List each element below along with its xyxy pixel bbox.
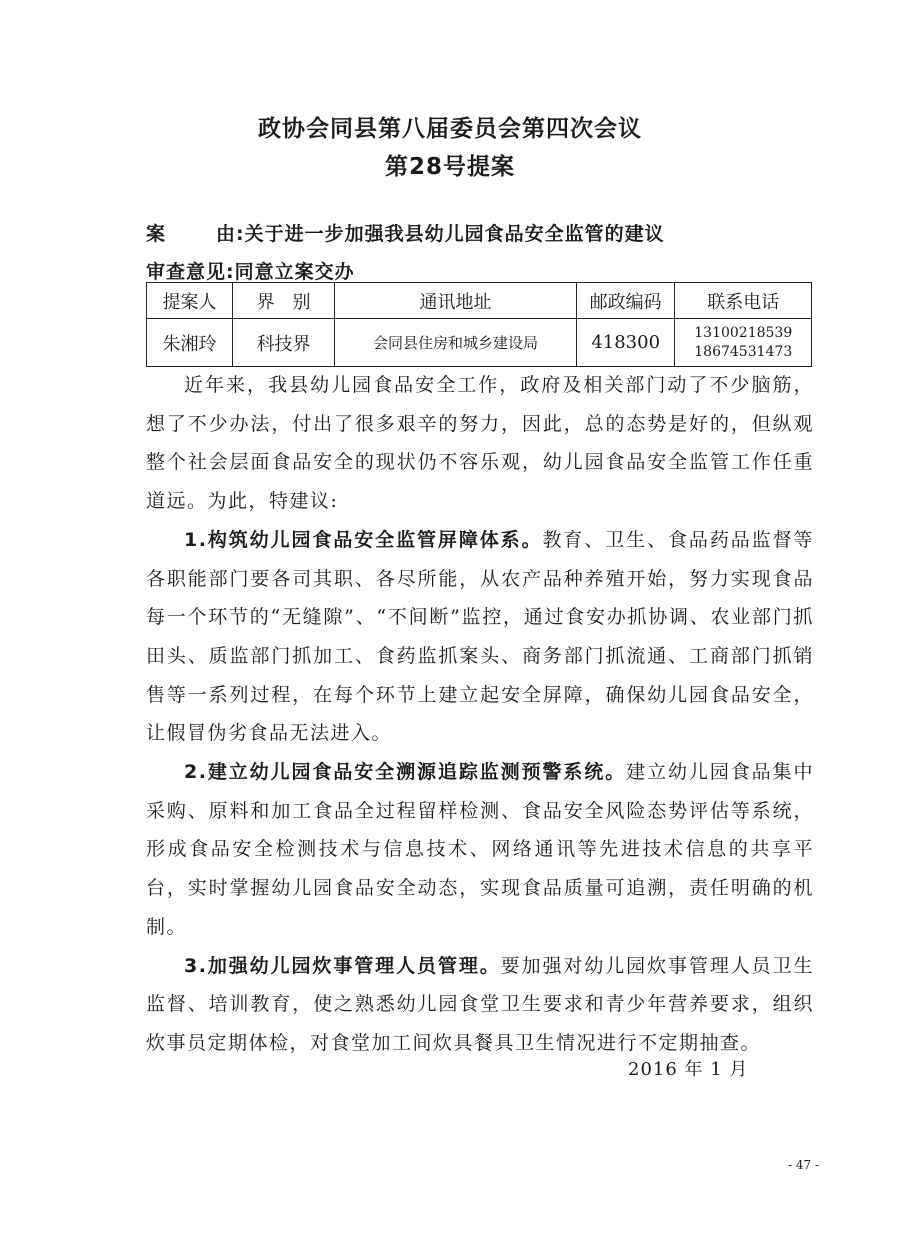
cell-proposer: 朱湘玲 (147, 319, 233, 367)
phone-2: 18674531473 (694, 343, 793, 360)
header-postcode: 邮政编码 (576, 283, 675, 319)
document-title: 政协会同县第八届委员会第四次会议 (258, 116, 642, 142)
reason-label-b: 由: (216, 223, 245, 245)
reason-line (146, 219, 665, 246)
table-header-row (147, 283, 812, 319)
cell-phone (675, 319, 812, 367)
intro-paragraph: 近年来，我县幼儿园食品安全工作，政府及相关部门动了不少脑筋，想了不少办法，付出了很多艰辛的努力，因此，总的态势是好的，但纵观整个社会层面食品安全的现状仍不容乐观，幼儿园食品安全监管工作任重道远。为此，特建议: (146, 374, 814, 513)
review-value: 同意立案交办 (234, 261, 355, 283)
cell-postcode: 418300 (576, 319, 675, 367)
reason-label-a: 案 (146, 223, 167, 245)
phone-1: 13100218539 (694, 324, 793, 341)
suggestion-3 (146, 947, 814, 1063)
suggestion-2 (146, 753, 814, 947)
header-proposer: 提案人 (147, 283, 233, 319)
proposal-number: 第28号提案 (384, 154, 515, 180)
header-sector: 界 别 (233, 283, 335, 319)
suggestion-2-heading: 2.建立幼儿园食品安全溯源追踪监测预警系统。 (184, 761, 627, 784)
reason-value: 关于进一步加强我县幼儿园食品安全监管的建议 (244, 223, 665, 245)
page-number: - 47 - (788, 1158, 820, 1172)
suggestion-1-text: 教育、卫生、食品药品监督等各职能部门要各司其职、各尽所能，从农产品种养殖开始，努力实现食品每一个环节的“无缝隙”、“不间断”监控，通过食安办抓协调、农业部门抓田头、质监部门抓加工、食药监抓案头、商务部门抓流通、工商部门抓销售等一系列过程，在每个环节上建立起安全屏障，确保幼儿园食品安全，让假冒伪劣食品无法进入。 (146, 528, 814, 745)
suggestion-3-heading: 3.加强幼儿园炊事管理人员管理。 (184, 954, 501, 977)
suggestion-2-text: 建立幼儿园食品集中采购、原料和加工食品全过程留样检测、食品安全风险态势评估等系统，形成食品安全检测技术与信息技术、网络通讯等先进技术信息的共享平台，实时掌握幼儿园食品安全动态，实现食品质量可追溯，责任明确的机制。 (146, 761, 814, 938)
proposal-body (146, 366, 814, 1063)
proposer-info-table (146, 282, 812, 367)
document-date: 2016 年 1 月 (628, 1059, 749, 1080)
review-line (146, 257, 355, 284)
header-address: 通讯地址 (335, 283, 577, 319)
header-phone: 联系电话 (675, 283, 812, 319)
suggestion-1 (146, 521, 814, 753)
table-row (147, 319, 812, 367)
cell-address: 会同县住房和城乡建设局 (335, 319, 577, 367)
cell-sector: 科技界 (233, 319, 335, 367)
suggestion-1-heading: 1.构筑幼儿园食品安全监管屏障体系。 (184, 528, 543, 551)
review-label: 审查意见: (146, 261, 235, 283)
suggestion-3-text: 要加强对幼儿园炊事管理人员卫生监督、培训教育，使之熟悉幼儿园食堂卫生要求和青少年营养要求，组织炊事员定期体检，对食堂加工间炊具餐具卫生情况进行不定期抽查。 (146, 954, 814, 1054)
